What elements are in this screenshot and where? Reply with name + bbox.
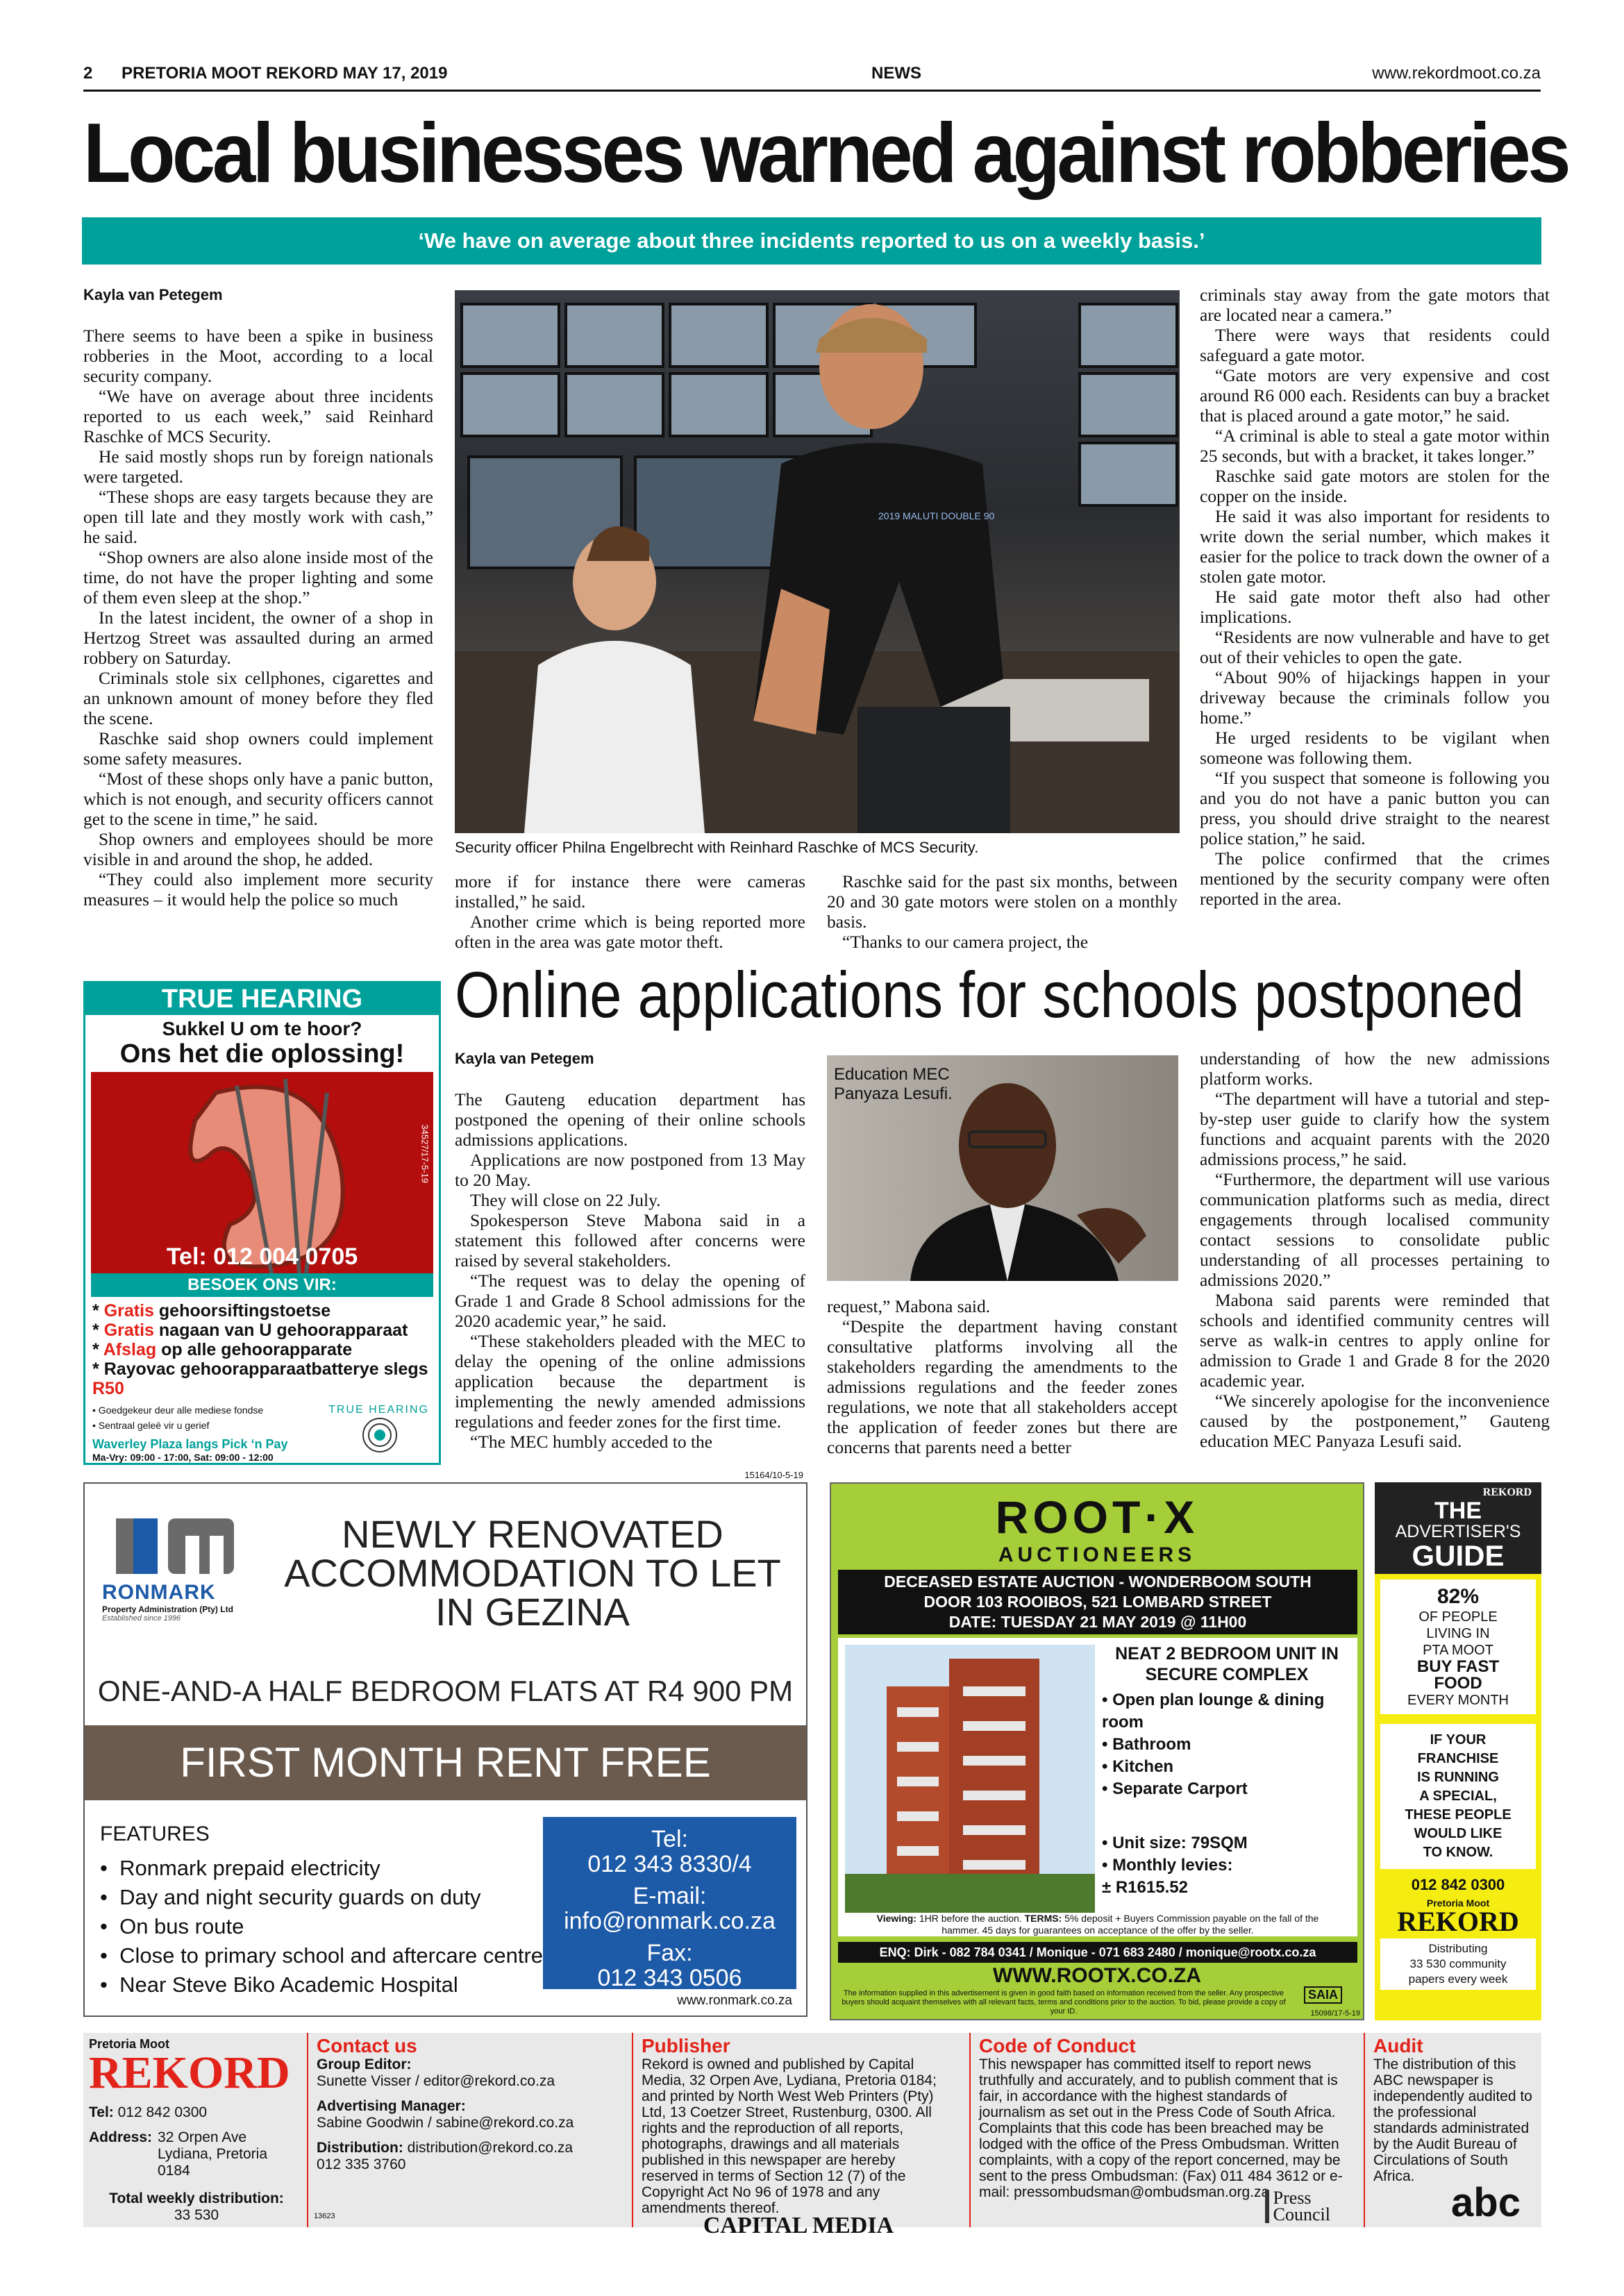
- rootx-logo: [831, 1484, 1363, 1567]
- question-line: THESE PEOPLE: [1405, 1807, 1512, 1822]
- auction-title: [838, 1570, 1357, 1634]
- paragraph: more if for instance there were cameras installed,” he said.: [455, 871, 805, 912]
- ronmark-headline: [265, 1512, 800, 1634]
- paragraph: The Gauteng education department has postponed the opening of their online schools admissions applications.: [455, 1089, 805, 1150]
- hearing-answer: Ons het die oplossing!: [119, 1039, 405, 1069]
- article1-headline: Local businesses warned against robberies: [83, 106, 1568, 200]
- service-item: * Rayovac gehoorapparaatbatterye slegs R50: [92, 1359, 428, 1398]
- paragraph: “These stakeholders pleaded with the MEC to delay the opening of the online admissions application because the department is implementing the newly amended admissions regulations and feeder zones for the first time.: [455, 1331, 805, 1432]
- property-panel: [838, 1638, 1357, 1928]
- unit-specs: [1102, 1832, 1352, 1899]
- footer-ref: 13623: [314, 2212, 335, 2220]
- service-highlight: Afslag: [103, 1340, 157, 1359]
- paragraph: “We have on average about three incidents reported to us each week,” said Reinhard Raschke of MCS Security.: [83, 386, 433, 446]
- guide-stat: [1380, 1579, 1536, 1714]
- service-item: * Gratis gehoorsiftingstoetse: [92, 1301, 331, 1321]
- guide-mast: REKORD: [1397, 1906, 1519, 1937]
- auction-line: DATE: TUESDAY 21 MAY 2019 @ 11H00: [948, 1613, 1247, 1631]
- contact-title: Contact us: [317, 2035, 417, 2056]
- hearing-phone: Tel: 012 004 0705: [166, 1243, 358, 1270]
- ronmark-contact-box: [543, 1817, 796, 1989]
- feature-text: Day and night security guards on duty: [119, 1885, 481, 1909]
- feature-item: • Ronmark prepaid electricity: [100, 1856, 380, 1880]
- distribution-line: papers every week: [1408, 1972, 1508, 1986]
- feature-item: • Near Steve Biko Academic Hospital: [100, 1972, 458, 1997]
- stat-line: OF PEOPLE: [1418, 1609, 1498, 1625]
- distribution-contact: [317, 2140, 618, 2156]
- guide-guide: GUIDE: [1412, 1539, 1505, 1572]
- guide-mast-small: Pretoria Moot: [1426, 1897, 1490, 1909]
- paragraph: “They could also implement more security measures – it would help the police so much: [83, 869, 433, 910]
- press-council-line: Council: [1273, 2204, 1330, 2224]
- stat-line: EVERY MONTH: [1407, 1693, 1509, 1708]
- distribution-line: 33 530 community: [1409, 1957, 1507, 1970]
- distribution-contact-tel: 012 335 3760: [317, 2156, 406, 2172]
- address-line: 0184: [158, 2163, 190, 2179]
- note: • Sentraal geleë vir u gerief: [92, 1420, 210, 1431]
- viewing-label: Viewing:: [876, 1913, 916, 1924]
- paragraph: understanding of how the new admissions platform works.: [1200, 1048, 1550, 1089]
- feature-text: On bus route: [119, 1914, 244, 1938]
- email-address[interactable]: info@ronmark.co.za: [564, 1908, 776, 1934]
- rootx-brand: ROOT·X: [995, 1491, 1199, 1543]
- stat-percent: 82%: [1437, 1585, 1480, 1608]
- distribution-value: 33 530: [174, 2207, 219, 2223]
- pullquote-text: ‘We have on average about three incidents reported to us on a weekly basis.’: [418, 228, 1205, 253]
- paragraph: “Furthermore, the department will use various communication platforms such as media, direct engagements through localised community contact sessions to consolidate public understanding of all processes pertaining to admissions 2020.”: [1200, 1169, 1550, 1290]
- paragraph: He said gate motor theft also had other implications.: [1200, 587, 1550, 627]
- paragraph: “Thanks to our camera project, the: [842, 932, 1089, 952]
- service-text: Rayovac gehoorapparaatbatterye slegs: [103, 1359, 428, 1379]
- mec-photo-caption: Education MEC Panyaza Lesufi.: [834, 1065, 953, 1103]
- distribution-line: Distributing: [1428, 1942, 1488, 1955]
- footer-address: [89, 2129, 304, 2179]
- press-council-line: Press: [1273, 2188, 1312, 2208]
- paragraph: In the latest incident, the owner of a shop in Hertzog Street was assaulted during an armed robbery on Saturday.: [83, 607, 433, 668]
- hearing-hours: Ma-Vry: 09:00 - 17:00, Sat: 09:00 - 12:00: [92, 1452, 274, 1463]
- control-room-image: [455, 290, 1180, 833]
- hearing-ref: 34527/17-5-19: [420, 1124, 430, 1183]
- paragraph: criminals stay away from the gate motors that are located near a camera.”: [1200, 285, 1550, 325]
- ronmark-flats-offer: ONE-AND-A HALF BEDROOM FLATS AT R4 900 PM: [97, 1675, 794, 1707]
- question-line: IF YOUR: [1430, 1732, 1487, 1748]
- paragraph: Raschke said shop owners could implement some safety measures.: [83, 728, 433, 769]
- paragraph: “The MEC humbly acceded to the: [470, 1432, 713, 1452]
- service-text: gehoorsiftingstoetse: [153, 1301, 331, 1321]
- mec-photo: [827, 1055, 1178, 1281]
- paragraph: “Residents are now vulnerable and have to get out of their vehicles to open the gate.: [1200, 627, 1550, 667]
- apartment-building-image: [845, 1645, 1095, 1922]
- ear-image: [91, 1072, 433, 1273]
- unit-feature: • Open plan lounge & dining room: [1102, 1691, 1325, 1732]
- paragraph: “The department will have a tutorial and step-by-step user guide to clarify how the system functions and acquaint parents with the 2020 admissions process,” he said.: [1200, 1089, 1550, 1169]
- paragraph: Raschke said for the past six months, between 20 and 30 gate motors were stolen on a monthly basis.: [827, 871, 1178, 932]
- viewing-text: 1HR before the auction.: [916, 1913, 1025, 1924]
- rent-free-banner: FIRST MONTH RENT FREE: [85, 1725, 806, 1800]
- paragraph: “About 90% of hijackings happen in your driveway because the criminals follow you home.”: [1200, 667, 1550, 728]
- paragraph: Mabona said parents were reminded that schools and identified community centres will serve as walk-in centres to apply online for admission to Grade 1 and Grade 8 for the 2020 academic year.: [1200, 1290, 1550, 1391]
- press-council-logo: [1265, 2190, 1330, 2223]
- fax-label: Fax:: [646, 1940, 693, 1966]
- article1-col3: [827, 871, 1178, 952]
- service-item: * Afslag op alle gehoorapparate: [92, 1340, 353, 1359]
- rootx-ref: 15098/17-5-19: [1310, 2009, 1360, 2018]
- question-line: WOULD LIKE: [1414, 1826, 1502, 1841]
- terms-text: 5% deposit + Buyers Commission payable on the fall of the hammer. 45 days for guarantees on acceptance of the offer by the seller.: [941, 1913, 1319, 1936]
- paragraph: request,” Mabona said.: [827, 1296, 991, 1316]
- rootx-disclaimer: The information supplied in this advertisement is given in good faith based on information received from the seller. Any prospective buyers should acquaint themselves with all relevant facts, terms and conditions prior to the auction. To bid, please provide a copy of your ID.: [842, 1989, 1286, 2016]
- auction-line: DECEASED ESTATE AUCTION - WONDERBOOM SOUTH: [884, 1573, 1312, 1591]
- paragraph: “Most of these shops only have a panic button, which is not enough, and security officers cannot get to the scene in time,” he said.: [83, 769, 433, 829]
- ronmark-sub: Property Administration (Pty) Ltd: [102, 1604, 233, 1614]
- terms-label: TERMS:: [1024, 1913, 1062, 1924]
- address-line: 32 Orpen Ave: [158, 2129, 247, 2145]
- shirt-logo-text: 2019 MALUTI DOUBLE 90: [878, 510, 995, 521]
- address-label: Address:: [89, 2129, 153, 2145]
- advertising-label: Advertising Manager:: [317, 2098, 466, 2114]
- tel-value: 012 842 0300: [117, 2104, 208, 2120]
- ronmark-web[interactable]: www.ronmark.co.za: [677, 1993, 792, 2008]
- footer-code-of-conduct: [969, 2033, 1358, 2227]
- distribution-contact-email: distribution@rekord.co.za: [407, 2140, 574, 2156]
- paper-dateline: PRETORIA MOOT REKORD MAY 17, 2019: [122, 64, 448, 83]
- paragraph: There seems to have been a spike in business robberies in the Moot, according to a local security company.: [83, 326, 433, 386]
- abc-logo: abc: [1451, 2180, 1521, 2225]
- footer-mast-small: Pretoria Moot: [89, 2037, 170, 2051]
- distribution-contact-label: Distribution:: [317, 2140, 403, 2156]
- publisher-text: Rekord is owned and published by Capital Media, 32 Orpen Ave, Lydiana, Pretoria 0184; and printed by North West Web Printers (Pty) Ltd, 13 Coetzer Street, Rustenburg, 0300. All rights and the reproduction of all reports, photographs, drawings and all materials published in this newspaper are hereby reserved in terms of Section 12 (7) of the Copyright Act No 96 of 1978 and any amendments thereof.: [642, 2056, 937, 2216]
- ear-logo-icon: [349, 1418, 411, 1452]
- footer-tel: [89, 2104, 304, 2121]
- paragraph: He said mostly shops run by foreign nationals were targeted.: [83, 446, 433, 487]
- footer-contact: [307, 2033, 626, 2227]
- code-text: This newspaper has committed itself to report news truthfully and accurately, and to publish comment that is fair, in accordance with the highest standards of journalism as set out in the Press Code of South Africa. Complaints that this code has been breached may be lodged with the office of the Press Ombudsman. Written complaints, with a copy of the report concerned, may be sent to the press Ombudsman: (Fax) 011 484 3612 or e-mail: pressombudsman@ombudsman.org.za: [979, 2056, 1343, 2200]
- hearing-question: Sukkel U om te hoor?: [162, 1018, 362, 1039]
- ronmark-est: Established since 1996: [102, 1614, 181, 1623]
- editor-label: Group Editor:: [317, 2056, 412, 2072]
- paragraph: Criminals stole six cellphones, cigarettes and an unknown amount of money before they fled the scene.: [83, 668, 433, 728]
- visit-us-banner: BESOEK ONS VIR:: [91, 1273, 433, 1297]
- unit-heading: NEAT 2 BEDROOM UNIT IN SECURE COMPLEX: [1115, 1644, 1339, 1684]
- note: • Goedgekeur deur alle mediese fondse: [92, 1405, 264, 1416]
- security-photo: [455, 290, 1180, 833]
- guide-question: [1380, 1724, 1536, 1869]
- feature-text: Close to primary school and aftercare centre: [119, 1943, 544, 1968]
- hearing-address: Waverley Plaza langs Pick ‘n Pay: [92, 1437, 288, 1451]
- viewing-terms: [838, 1913, 1357, 1936]
- unit-feature: • Kitchen: [1102, 1757, 1174, 1776]
- page-header: [83, 64, 1541, 92]
- email-label: E-mail:: [633, 1883, 707, 1909]
- article1-col2: [455, 871, 805, 952]
- paragraph: Applications are now postponed from 13 May to 20 May.: [455, 1150, 805, 1190]
- hearing-notes: [85, 1402, 439, 1433]
- paragraph: “These shops are easy targets because they are open till late and they mostly work with cash,” he said.: [83, 487, 433, 547]
- article1-byline: Kayla van Petegem: [83, 286, 223, 303]
- address-line: Lydiana, Pretoria: [158, 2146, 268, 2162]
- guide-advertisers: ADVERTISER'S: [1395, 1522, 1521, 1541]
- enquiries-bar: ENQ: Dirk - 082 784 0341 / Monique - 071 683 2480 / monique@rootx.co.za: [838, 1942, 1357, 1963]
- article2-col3: [1200, 1048, 1550, 1451]
- paragraph: Another crime which is being reported more often in the area was gate motor theft.: [455, 912, 805, 952]
- feature-text: Near Steve Biko Academic Hospital: [119, 1972, 458, 1997]
- paragraph: Shop owners and employees should be more visible in and around the shop, he added.: [83, 829, 433, 869]
- article2-headline: Online applications for schools postponed: [455, 958, 1524, 1031]
- paragraph: “Despite the department having constant consultative platforms involving all the stakeholders regarding the amendments to the admissions regulations and the feeder zones regulations, we note that all stakeholders accept the application of feeder zones but there are concerns that parents need a better: [827, 1316, 1178, 1457]
- service-text: nagaan van U gehoorapparaat: [153, 1321, 408, 1340]
- stat-line: LIVING IN: [1426, 1626, 1490, 1641]
- code-title: Code of Conduct: [979, 2035, 1136, 2056]
- footer-audit: [1364, 2033, 1541, 2227]
- capital-media-logo: CAPITAL MEDIA: [703, 2213, 894, 2238]
- article2-col2: [827, 1296, 1178, 1457]
- paragraph: “If you suspect that someone is following you and you do not have a panic button you can press, you should drive straight to the nearest police station,” he said.: [1200, 768, 1550, 848]
- paragraph: Spokesperson Steve Mabona said in a statement this followed after concerns were raised by several stakeholders.: [455, 1210, 805, 1271]
- advertising-value: Sabine Goodwin / sabine@rekord.co.za: [317, 2115, 574, 2131]
- editor-value: Sunette Visser / editor@rekord.co.za: [317, 2073, 555, 2089]
- tel-label: Tel:: [651, 1826, 688, 1852]
- ronmark-ref: 15164/10-5-19: [744, 1470, 803, 1480]
- paragraph: They will close on 22 July.: [470, 1190, 661, 1210]
- unit-feature: • Separate Carport: [1102, 1779, 1248, 1798]
- hearing-services: [85, 1297, 439, 1402]
- footer-distribution: [89, 2190, 304, 2224]
- guide-brand: REKORD: [1482, 1486, 1532, 1498]
- stat-line: PTA MOOT: [1423, 1643, 1493, 1658]
- paragraph: The police confirmed that the crimes mentioned by the security company were often reported in the area.: [1200, 848, 1550, 909]
- article2-byline: Kayla van Petegem: [455, 1050, 594, 1067]
- feature-text: Ronmark prepaid electricity: [119, 1856, 380, 1880]
- paragraph: “The request was to delay the opening of Grade 1 and Grade 8 School admissions for the 2020 academic year,” he said.: [455, 1271, 805, 1331]
- paragraph: “Shop owners are also alone inside most of the time, do not have the proper lighting and some of them even sleep at the shop.”: [83, 547, 433, 607]
- ronmark-logo-mark: [102, 1515, 241, 1577]
- footer-masthead-block: [89, 2037, 304, 2224]
- fax-number: 012 343 0506: [597, 1965, 742, 1991]
- guide-header: [1375, 1482, 1541, 1574]
- section-label: NEWS: [871, 64, 921, 83]
- tel-label: Tel:: [89, 2104, 114, 2120]
- article1-col4: [1200, 285, 1550, 909]
- footer: [83, 2033, 1541, 2238]
- service-text: op alle gehoorapparate: [156, 1340, 353, 1359]
- service-price: R50: [92, 1379, 124, 1398]
- rootx-ad: [830, 1482, 1364, 2020]
- page-number: 2: [83, 64, 93, 83]
- paragraph: Raschke said gate motors are stolen for the copper on the inside.: [1200, 466, 1550, 506]
- service-highlight: Gratis: [103, 1321, 154, 1340]
- guide-the: THE: [1434, 1498, 1482, 1524]
- true-hearing-logo: TRUE HEARING: [328, 1404, 429, 1416]
- unit-spec: • Monthly levies:: [1102, 1856, 1233, 1875]
- footer-mast: REKORD: [89, 2047, 290, 2098]
- service-highlight: Gratis: [103, 1301, 154, 1321]
- paragraph: “A criminal is able to steal a gate motor within 25 seconds, but with a bracket, it takes longer.”: [1200, 426, 1550, 466]
- headline-line: IN GEZINA: [435, 1590, 630, 1634]
- article1-col1: [83, 285, 433, 910]
- saia-logo: SAIA: [1304, 1986, 1342, 2004]
- features-list: [100, 1852, 543, 2002]
- rootx-sub: AUCTIONEERS: [998, 1543, 1196, 1566]
- stat-line: BUY FAST: [1416, 1657, 1500, 1676]
- ronmark-logo: [102, 1515, 262, 1623]
- footer-publisher: [632, 2033, 964, 2238]
- ronmark-ad: [83, 1470, 807, 2017]
- security-photo-caption: Security officer Philna Engelbrecht with Reinhard Raschke of MCS Security.: [455, 839, 979, 856]
- distribution-label: Total weekly distribution:: [109, 2190, 284, 2206]
- unit-feature: • Bathroom: [1102, 1735, 1191, 1754]
- paragraph: There were ways that residents could safeguard a gate motor.: [1200, 325, 1550, 365]
- paragraph: He urged residents to be vigilant when someone was following them.: [1200, 728, 1550, 768]
- audit-title: Audit: [1373, 2035, 1423, 2056]
- auction-line: DOOR 103 ROOIBOS, 521 LOMBARD STREET: [923, 1593, 1272, 1611]
- question-line: FRANCHISE: [1417, 1751, 1499, 1766]
- feature-item: • Day and night security guards on duty: [100, 1885, 481, 1909]
- advertisers-guide-ad: [1375, 1482, 1541, 2020]
- question-line: A SPECIAL,: [1419, 1788, 1497, 1804]
- unit-spec: ± R1615.52: [1102, 1878, 1188, 1897]
- question-line: TO KNOW.: [1423, 1845, 1493, 1860]
- feature-item: • On bus route: [100, 1914, 244, 1938]
- headline-line: ACCOMMODATION TO LET: [284, 1551, 781, 1595]
- true-hearing-title: TRUE HEARING: [85, 983, 439, 1015]
- question-line: IS RUNNING: [1417, 1770, 1499, 1785]
- tel-number[interactable]: 012 343 8330/4: [587, 1851, 752, 1877]
- paragraph: “We sincerely apologise for the inconvenience caused by the postponement,” Gauteng education MEC Panyaza Lesufi said.: [1200, 1391, 1550, 1451]
- unit-spec: • Unit size: 79SQM: [1102, 1834, 1248, 1852]
- article2-col1: [455, 1048, 805, 1452]
- article1-pullquote: [82, 217, 1541, 265]
- audit-text: The distribution of this ABC newspaper is independently audited to the professional standards administrated by the Audit Bureau of Circulations of South Africa.: [1373, 2056, 1532, 2184]
- stat-line: FOOD: [1434, 1674, 1482, 1693]
- features-title: FEATURES: [100, 1822, 210, 1845]
- paragraph: He said it was also important for residents to write down the serial number, which makes it easier for the police to track down the owner of a stolen gate motor.: [1200, 506, 1550, 587]
- feature-item: • Close to primary school and aftercare centre: [100, 1943, 544, 1968]
- rootx-web[interactable]: WWW.ROOTX.CO.ZA: [993, 1964, 1201, 1987]
- service-item: * Gratis nagaan van U gehoorapparaat: [92, 1321, 408, 1340]
- headline-line: NEWLY RENOVATED: [342, 1512, 723, 1556]
- true-hearing-ad: [83, 981, 441, 1465]
- paragraph: “Gate motors are very expensive and cost around R6 000 each. Residents can buy a bracket that is placed around a gate motor,” he said.: [1200, 365, 1550, 426]
- site-url: www.rekordmoot.co.za: [1372, 64, 1541, 83]
- guide-distribution: [1380, 1938, 1536, 1990]
- ronmark-brand: RONMARK: [102, 1581, 216, 1604]
- guide-phone[interactable]: 012 842 0300: [1411, 1876, 1505, 1893]
- publisher-title: Publisher: [642, 2035, 730, 2056]
- unit-features: [1102, 1689, 1352, 1800]
